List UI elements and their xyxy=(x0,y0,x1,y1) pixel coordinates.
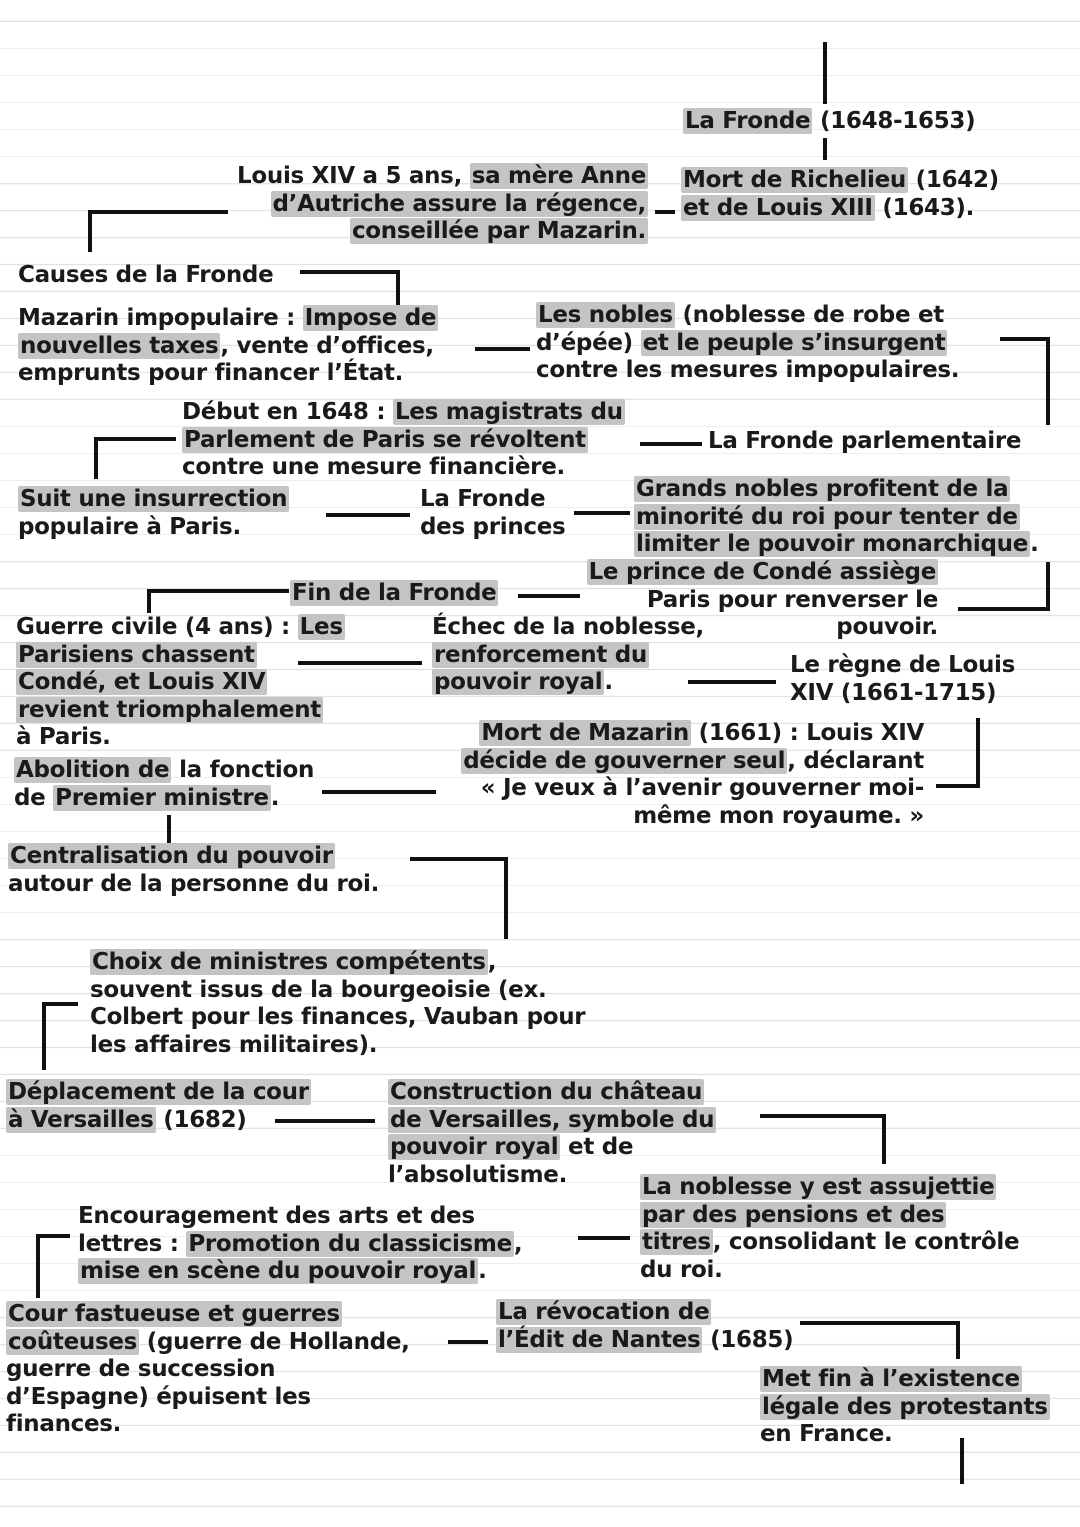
ministres-note xyxy=(90,949,585,1059)
highlighted-text: Choix de ministres compétents xyxy=(92,949,486,975)
louis-regence-note xyxy=(237,163,648,246)
connector-line xyxy=(1046,562,1050,611)
connector-line xyxy=(823,138,827,160)
note-text: les affaires militaires). xyxy=(90,1031,378,1058)
connector-line xyxy=(936,784,980,788)
highlighted-text: limiter le pouvoir monarchique xyxy=(636,531,1029,557)
regne-louis-label xyxy=(790,652,1015,707)
highlighted-text: mise en scène du pouvoir royal xyxy=(80,1258,477,1284)
connector-line xyxy=(410,857,508,861)
note-text: (1661) : Louis XIV xyxy=(690,720,924,746)
connector-line xyxy=(36,1234,70,1238)
highlighted-text: minorité du roi pour tenter de xyxy=(636,503,1018,530)
note-text: de xyxy=(14,784,54,811)
connector-line xyxy=(94,437,98,479)
fronde-princes-label xyxy=(420,486,565,541)
echec-noblesse-note xyxy=(432,614,704,697)
note-text: (1642) xyxy=(907,167,999,193)
connector-line xyxy=(956,1321,960,1359)
note-text: XIV (1661-1715) xyxy=(790,679,997,706)
connector-line xyxy=(42,1002,78,1006)
note-text: , vente d’offices, xyxy=(220,332,434,359)
note-text: emprunts pour financer l’État. xyxy=(18,360,404,386)
note-text: Échec de la noblesse, xyxy=(432,614,704,640)
note-text: finances. xyxy=(6,1411,122,1437)
note-text: en France. xyxy=(760,1421,893,1447)
highlighted-text: Les magistrats du xyxy=(394,399,623,425)
guerre-civile-note xyxy=(16,614,345,752)
note-text: d’Espagne) épuisent les xyxy=(6,1383,311,1410)
highlighted-text: nouvelles taxes xyxy=(20,332,219,359)
highlighted-text: titres xyxy=(642,1229,711,1255)
highlighted-text: et de Louis XIII xyxy=(683,194,873,221)
connector-line xyxy=(882,1114,886,1164)
highlighted-text: Parlement de Paris se révoltent xyxy=(184,426,586,453)
noblesse-assujettie-note xyxy=(640,1174,1019,1284)
note-text: (1643). xyxy=(874,194,975,221)
note-text: Guerre civile (4 ans) : xyxy=(16,614,298,640)
highlighted-text: Les xyxy=(299,614,343,640)
connector-line xyxy=(88,210,92,252)
note-text: La Fronde xyxy=(420,486,546,512)
highlighted-text: revient triomphalement xyxy=(18,696,321,723)
highlighted-text: de Versailles, symbole du xyxy=(390,1106,715,1133)
note-text: , déclarant xyxy=(787,747,924,774)
note-text: pouvoir. xyxy=(836,614,938,640)
connector-line xyxy=(475,347,530,351)
highlighted-text: Suit une insurrection xyxy=(20,486,288,512)
highlighted-text: Impose de xyxy=(304,305,437,331)
highlighted-text: légale des protestants xyxy=(762,1393,1048,1420)
highlighted-text: à Versailles xyxy=(8,1106,154,1133)
highlighted-text: pouvoir royal xyxy=(434,669,603,695)
causes-fronde-heading xyxy=(18,262,273,290)
connector-line xyxy=(36,1234,40,1298)
highlighted-text: Fin de la Fronde xyxy=(292,580,497,606)
note-text: Causes de la Fronde xyxy=(18,262,274,288)
note-text: Encouragement des arts et des xyxy=(78,1203,475,1229)
connector-line xyxy=(1000,337,1050,341)
highlighted-text: Parisiens chassent xyxy=(18,641,255,668)
note-text: Mazarin impopulaire : xyxy=(18,305,303,331)
note-text: La Fronde parlementaire xyxy=(708,428,1022,454)
debut-1648-note xyxy=(182,399,625,482)
connector-line xyxy=(42,1002,46,1070)
fronde-parlementaire-label xyxy=(708,428,1021,456)
highlighted-text: La Fronde xyxy=(685,108,811,134)
note-text: du roi. xyxy=(640,1256,723,1283)
highlighted-text: Met fin à l’existence xyxy=(762,1366,1020,1392)
highlighted-text: Le prince de Condé assiège xyxy=(588,559,936,585)
highlighted-text: pouvoir royal xyxy=(390,1134,559,1160)
connector-line xyxy=(448,1340,488,1344)
note-text: (noblesse de robe et xyxy=(674,302,944,328)
grands-nobles-note xyxy=(634,476,1039,559)
note-text: , xyxy=(487,949,497,975)
note-text: autour de la personne du roi. xyxy=(8,870,380,897)
connector-line xyxy=(504,857,508,939)
highlighted-text: Déplacement de la cour xyxy=(8,1079,309,1105)
connector-line xyxy=(322,790,436,794)
connector-line xyxy=(94,437,176,441)
note-text: même mon royaume. » xyxy=(633,802,924,829)
connector-line xyxy=(88,210,228,214)
note-text: Louis XIV a 5 ans, xyxy=(237,163,470,189)
highlighted-text: La révocation de xyxy=(498,1299,710,1325)
note-text: (guerre de Hollande, xyxy=(139,1328,410,1355)
abolition-note xyxy=(14,757,314,812)
highlighted-text: Condé, et Louis XIV xyxy=(18,669,266,695)
highlighted-text: Les nobles xyxy=(538,302,673,328)
connector-line xyxy=(976,718,980,788)
deplacement-note xyxy=(6,1079,311,1134)
highlighted-text: Cour fastueuse et guerres xyxy=(8,1301,340,1327)
connector-line xyxy=(147,589,151,613)
connector-line xyxy=(958,607,1050,611)
connector-line xyxy=(326,513,410,517)
highlighted-text: coûteuses xyxy=(8,1328,138,1355)
note-text: « Je veux à l’avenir gouverner moi- xyxy=(480,775,924,801)
highlighted-text: Abolition de xyxy=(16,757,170,783)
note-text: Colbert pour les finances, Vauban pour xyxy=(90,1004,586,1030)
note-text: . xyxy=(1030,531,1039,557)
highlighted-text: Construction du château xyxy=(390,1079,703,1105)
highlighted-text: La noblesse y est assujettie xyxy=(642,1174,995,1200)
highlighted-text: Grands nobles profitent de la xyxy=(636,476,1009,502)
highlighted-text: Centralisation du pouvoir xyxy=(10,843,333,869)
nobles-peuple-note xyxy=(536,302,959,385)
note-text: d’épée) xyxy=(536,329,641,356)
highlighted-text: Mort de Richelieu xyxy=(683,167,906,193)
chateau-note xyxy=(388,1079,716,1189)
note-text: lettres : xyxy=(78,1230,187,1257)
centralisation-note xyxy=(8,843,379,898)
note-text: l’absolutisme. xyxy=(388,1161,568,1188)
highlighted-text: Mort de Mazarin xyxy=(481,720,689,746)
connector-line xyxy=(167,815,171,845)
note-text: Paris pour renverser le xyxy=(646,586,938,613)
note-text: (1685) xyxy=(702,1326,794,1353)
note-text: Le règne de Louis xyxy=(790,652,1016,678)
connector-line xyxy=(574,511,630,515)
note-text: contre les mesures impopulaires. xyxy=(536,357,960,383)
note-text: (1648-1653) xyxy=(812,108,976,134)
note-text: Début en 1648 : xyxy=(182,399,393,425)
connector-line xyxy=(655,210,675,214)
note-text: à Paris. xyxy=(16,724,111,750)
highlighted-text: et le peuple s’insurgent xyxy=(642,329,946,356)
fin-fronde-label xyxy=(290,580,498,608)
note-text: souvent issus de la bourgeoisie (ex. xyxy=(90,976,547,1003)
arts-lettres-note xyxy=(78,1203,522,1286)
protestants-note xyxy=(760,1366,1050,1449)
note-text: la fonction xyxy=(171,757,315,783)
connector-line xyxy=(147,589,289,593)
mort-mazarin-note xyxy=(461,720,924,830)
connector-line xyxy=(640,442,702,446)
note-text: contre une mesure financière. xyxy=(182,454,565,480)
fronde-title xyxy=(683,108,975,136)
highlighted-text: Promotion du classicisme xyxy=(188,1230,512,1257)
highlighted-text: renforcement du xyxy=(434,641,647,668)
note-text: . xyxy=(478,1258,487,1284)
note-text: et de xyxy=(560,1134,634,1160)
note-text: (1682) xyxy=(155,1106,247,1133)
highlighted-text: d’Autriche assure la régence, xyxy=(272,190,646,217)
note-text: , xyxy=(513,1230,523,1257)
highlighted-text: sa mère Anne xyxy=(471,163,646,189)
highlighted-text: Premier ministre xyxy=(55,784,269,811)
highlighted-text: par des pensions et des xyxy=(642,1201,945,1228)
mazarin-impopulaire-note xyxy=(18,305,438,388)
note-text: des princes xyxy=(420,513,566,540)
mort-richelieu-note xyxy=(681,167,999,222)
connector-line xyxy=(760,1114,886,1118)
note-text: guerre de succession xyxy=(6,1356,276,1382)
note-text: , consolidant le contrôle xyxy=(712,1229,1020,1255)
highlighted-text: conseillée par Mazarin. xyxy=(351,218,646,244)
connector-line xyxy=(578,1236,630,1240)
connector-line xyxy=(1046,337,1050,425)
highlighted-text: décide de gouverner seul xyxy=(463,747,786,774)
cour-fastueuse-note xyxy=(6,1301,410,1439)
connector-line xyxy=(800,1321,960,1325)
note-text: . xyxy=(270,784,280,811)
connector-line xyxy=(823,42,827,104)
insurrection-note xyxy=(18,486,289,541)
connector-line xyxy=(300,270,400,274)
highlighted-text: l’Édit de Nantes xyxy=(498,1326,701,1353)
note-text: populaire à Paris. xyxy=(18,513,241,540)
revocation-note xyxy=(496,1299,793,1354)
connector-line xyxy=(396,270,400,308)
note-text: . xyxy=(604,669,613,695)
connector-line xyxy=(518,594,580,598)
